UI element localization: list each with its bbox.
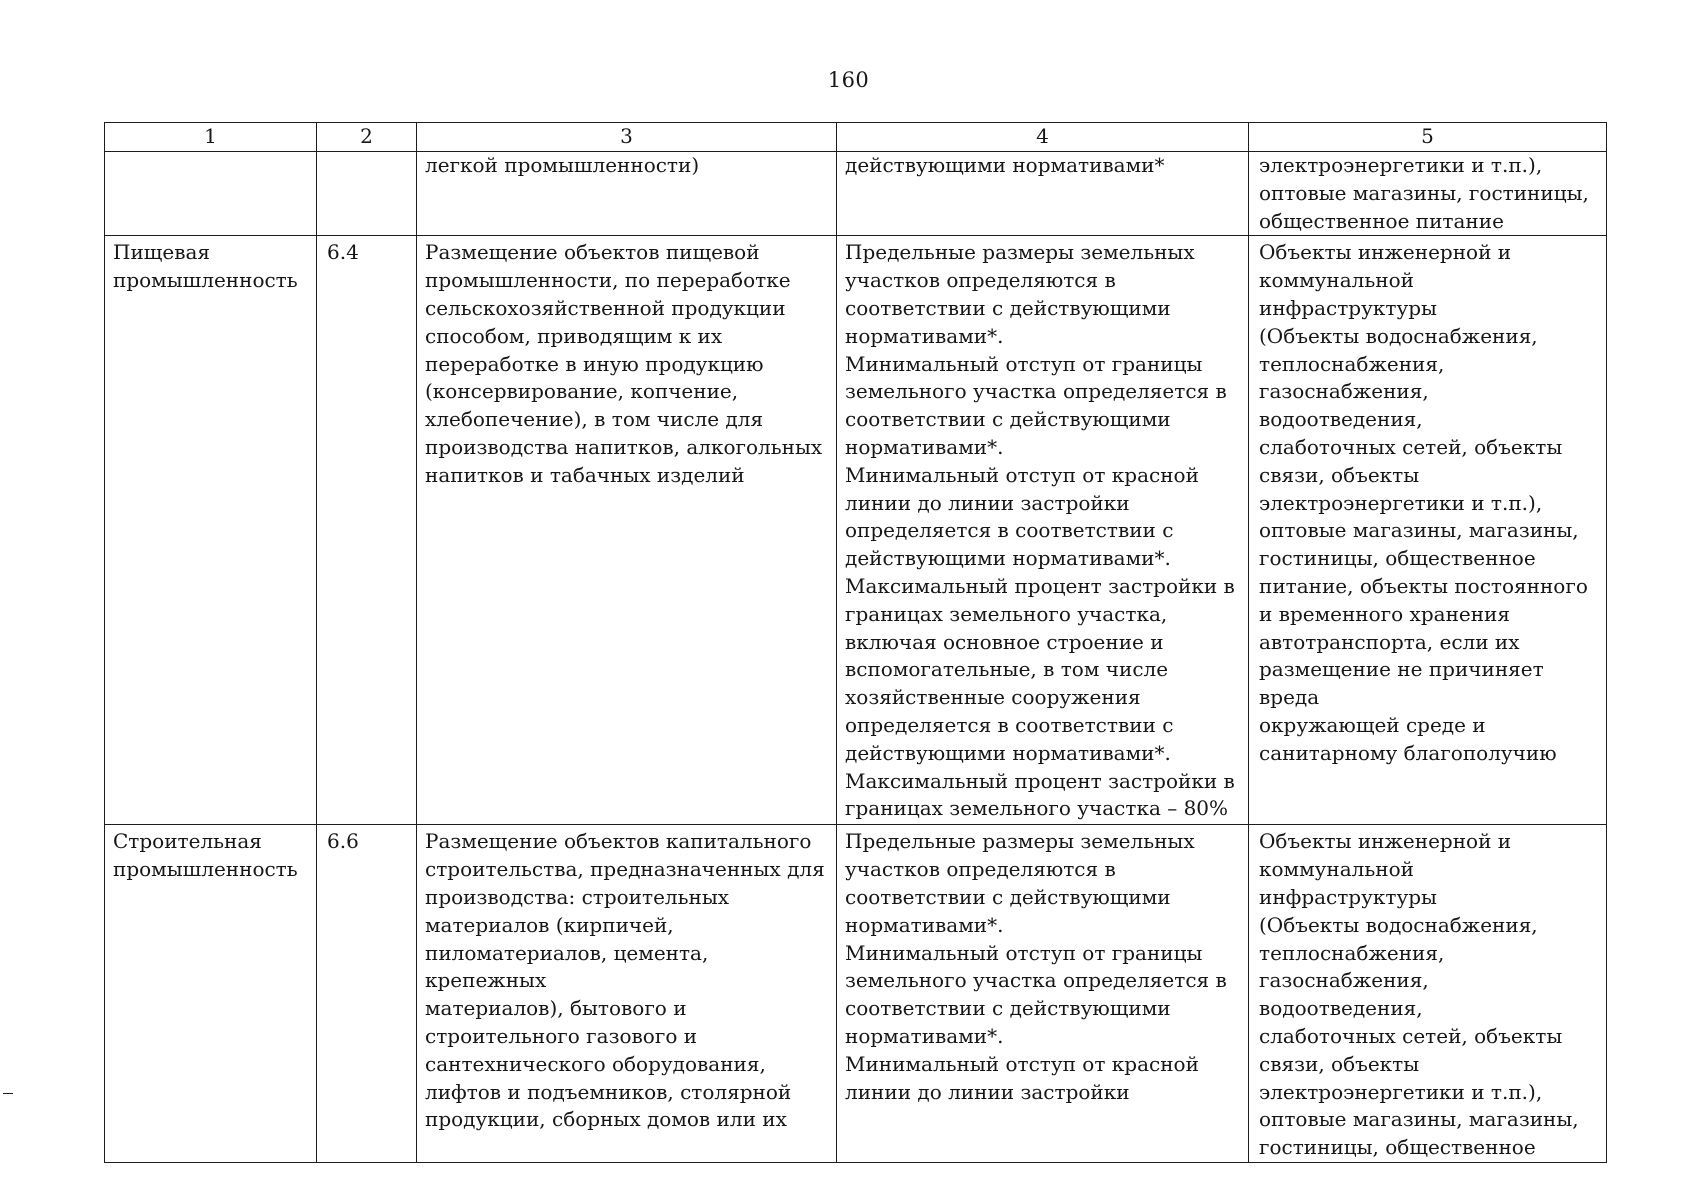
cell-land-use-name (105, 152, 317, 236)
cell-land-use-name: Пищевая промышленность (105, 236, 317, 825)
table-header-row (105, 123, 1607, 152)
cell-land-use-name: Строительная промышленность (105, 825, 317, 1163)
table-row-food-industry (105, 236, 1607, 825)
column-header-4: 4 (837, 123, 1249, 152)
cell-land-use-code: 6.6 (317, 825, 417, 1163)
cell-land-use-description: легкой промышленности) (417, 152, 837, 236)
cell-parameters: действующими нормативами* (837, 152, 1249, 236)
cell-land-use-code (317, 152, 417, 236)
cell-land-use-code: 6.4 (317, 236, 417, 825)
cell-auxiliary-uses: электроэнергетики и т.п.), оптовые магазины, гостиницы, общественное питание (1249, 152, 1607, 236)
cell-land-use-description: Размещение объектов пищевой промышленности, по переработке сельскохозяйственной продукции способом, приводящим к их переработке в иную продукцию (консервирование, копчение, хлебопечение), в том числе для производства напитков, алкогольных напитков и табачных изделий (417, 236, 837, 825)
column-header-3: 3 (417, 123, 837, 152)
table-row-continuation (105, 152, 1607, 236)
cell-parameters: Предельные размеры земельных участков определяются в соответствии с действующими нормативами*. Минимальный отступ от границы земельного участка определяется в соответствии с действующими нормативами*. Минимальный отступ от красной линии до линии застройки определяется в соответствии с действующими нормативами*. Максимальный процент застройки в границах земельного участка, включая основное строение и вспомогательные, в том числе хозяйственные сооружения определяется в соответствии с действующими нормативами*. Максимальный процент застройки в границах земельного участка – 80% (837, 236, 1249, 825)
zoning-table (104, 122, 1607, 1163)
cell-parameters: Предельные размеры земельных участков определяются в соответствии с действующими нормативами*. Минимальный отступ от границы земельного участка определяется в соответствии с действующими нормативами*. Минимальный отступ от красной линии до линии застройки (837, 825, 1249, 1163)
column-header-5: 5 (1249, 123, 1607, 152)
cell-auxiliary-uses: Объекты инженерной и коммунальной инфраструктуры (Объекты водоснабжения, теплоснабжения, газоснабжения, водоотведения, слаботочных сетей, объекты связи, объекты электроэнергетики и т.п.), оптовые магазины, магазины, гостиницы, общественное питание, объекты постоянного и временного хранения автотранспорта, если их размещение не причиняет вреда окружающей среде и санитарному благополучию (1249, 236, 1607, 825)
margin-tick-mark (3, 1093, 13, 1094)
table-row-construction-industry (105, 825, 1607, 1163)
cell-auxiliary-uses: Объекты инженерной и коммунальной инфраструктуры (Объекты водоснабжения, теплоснабжения, газоснабжения, водоотведения, слаботочных сетей, объекты связи, объекты электроэнергетики и т.п.), оптовые магазины, магазины, гостиницы, общественное (1249, 825, 1607, 1163)
page-number: 160 (827, 68, 870, 92)
column-header-2: 2 (317, 123, 417, 152)
cell-land-use-description: Размещение объектов капитального строительства, предназначенных для производства: строительных материалов (кирпичей, пиломатериалов, цемента, крепежных материалов), бытового и строительного газового и сантехнического оборудования, лифтов и подъемников, столярной продукции, сборных домов или их (417, 825, 837, 1163)
column-header-1: 1 (105, 123, 317, 152)
